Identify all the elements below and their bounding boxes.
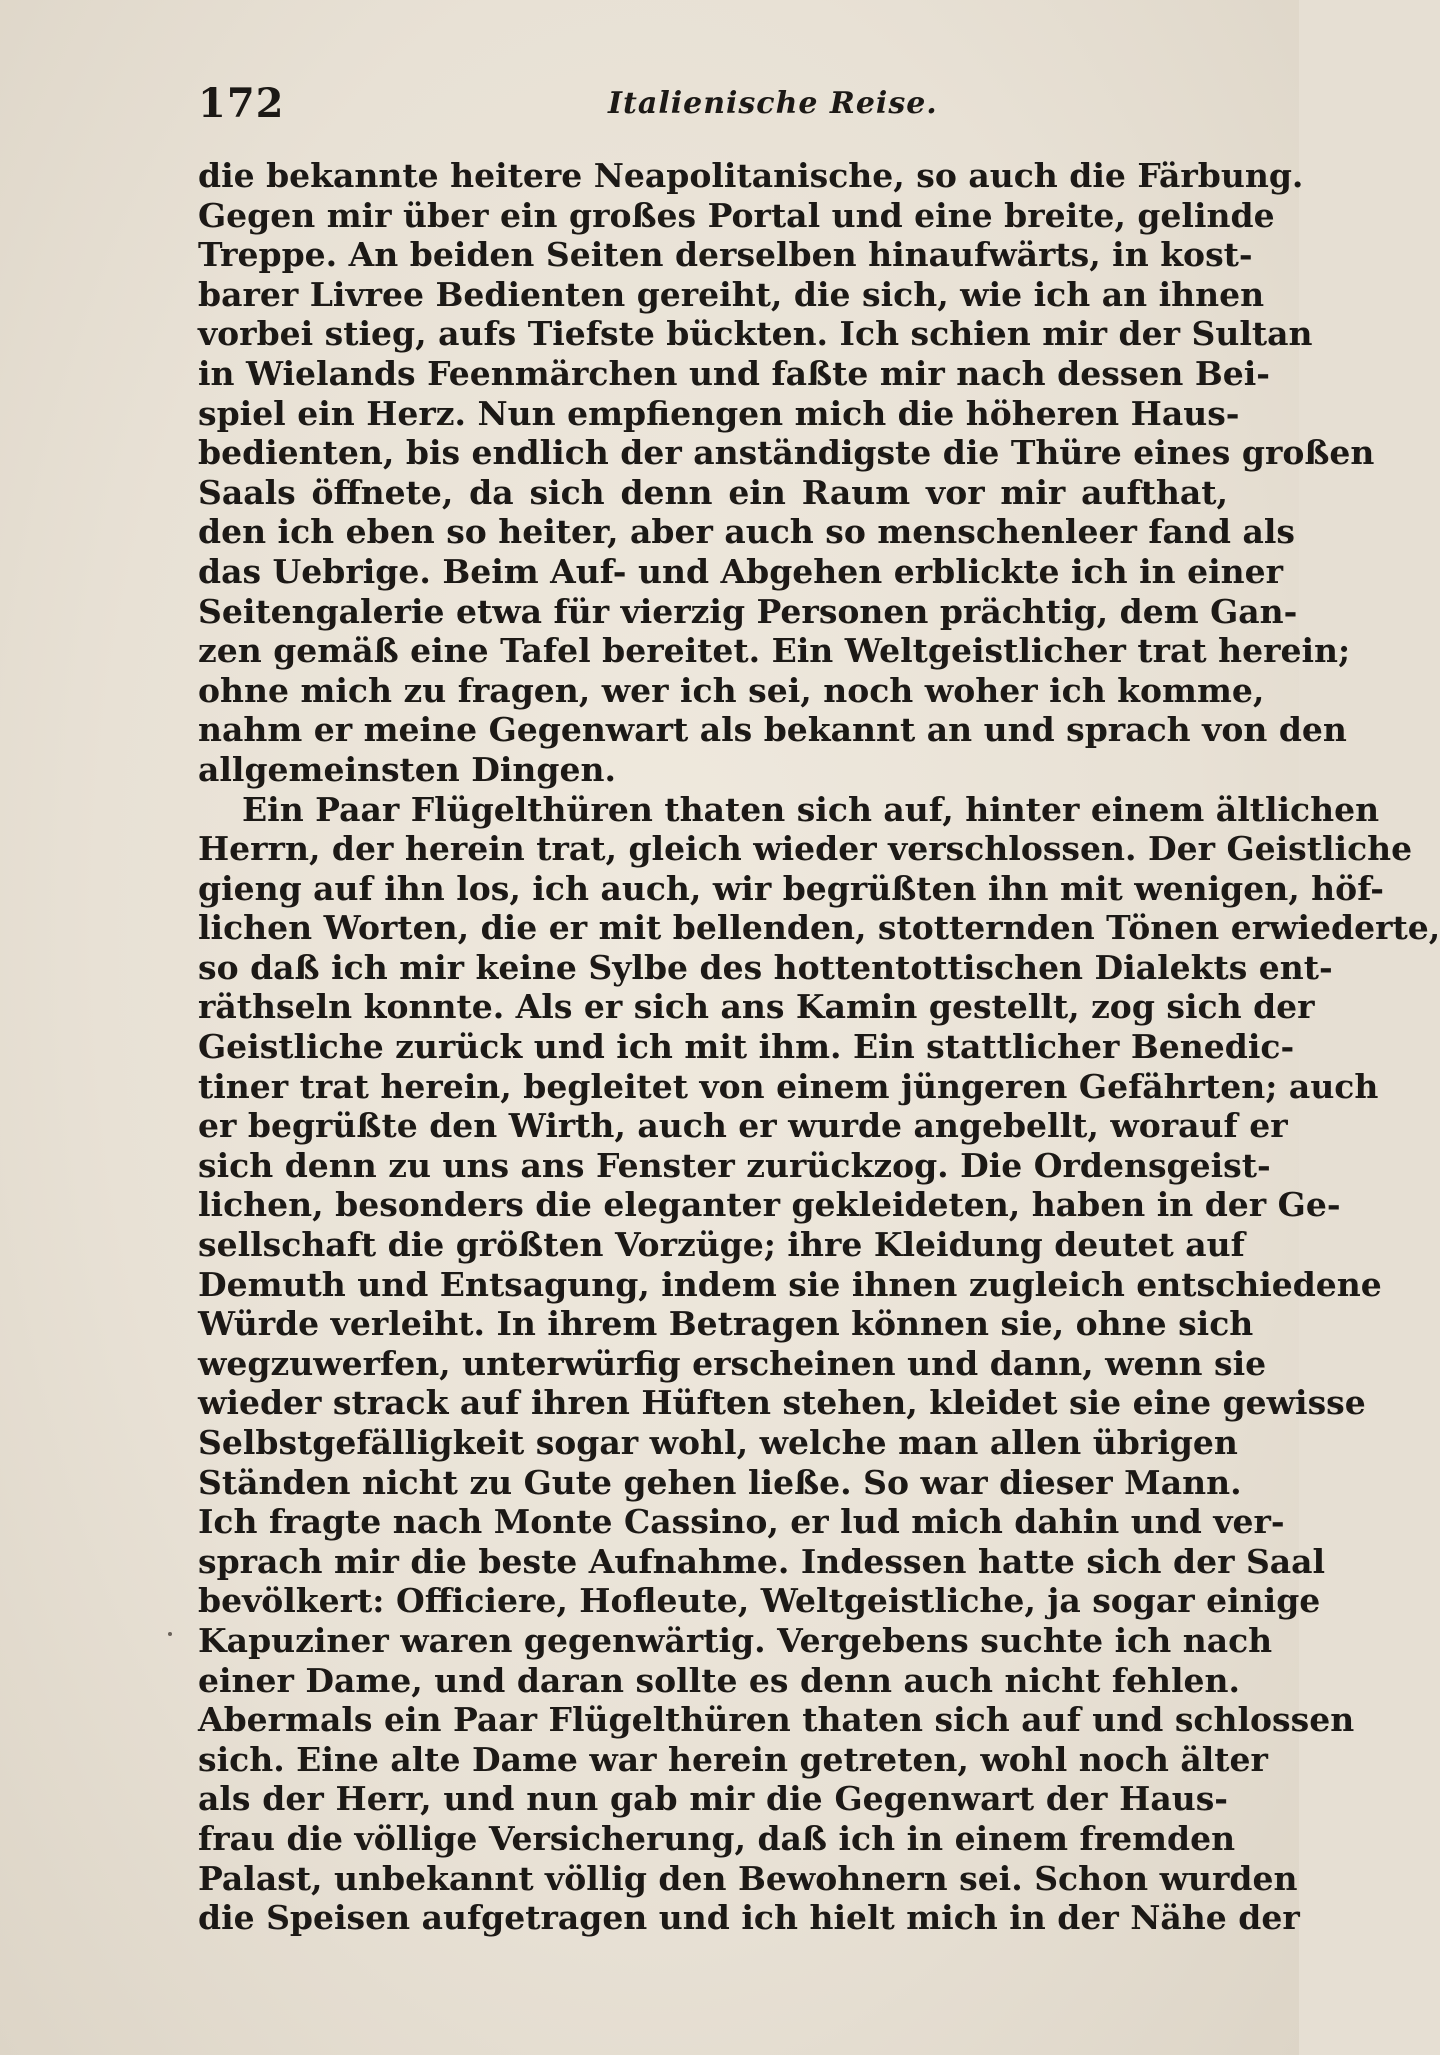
text-line: Selbstgefälligkeit sogar wohl, welche man allen übrigen [198, 1423, 1238, 1462]
text-line: Treppe. An beiden Seiten derselben hinaufwärts, in kost- [198, 235, 1253, 275]
text-line: ohne mich zu fragen, wer ich sei, noch woher ich komme, [198, 670, 1265, 710]
text-line: sich. Eine alte Dame war herein getreten, wohl noch älter [198, 1739, 1268, 1779]
text-line: die bekannte heitere Neapolitanische, so auch die Färbung. [198, 156, 1304, 195]
text-line: Demuth und Entsagung, indem sie ihnen zugleich entschiedene [198, 1264, 1382, 1304]
text-line: einer Dame, und daran sollte es denn auch nicht fehlen. [198, 1660, 1241, 1700]
text-line: barer Livree Bedienten gereiht, die sich, wie ich an ihnen [198, 274, 1265, 314]
text-line: spiel ein Herz. Nun empfiengen mich die höheren Haus- [198, 393, 1240, 433]
text-line: gieng auf ihn los, ich auch, wir begrüßten ihn mit wenigen, höf- [198, 868, 1384, 908]
text-line: Abermals ein Paar Flügelthüren thaten sich auf und schlossen [198, 1700, 1355, 1740]
text-line: frau die völlige Versicherung, daß ich in einem fremden [198, 1818, 1236, 1858]
text-line: Saals öffnete, da sich denn ein Raum vor mir aufthat, [198, 472, 1228, 512]
text-line: sprach mir die beste Aufnahme. Indessen hatte sich der Saal [198, 1541, 1326, 1581]
text-line: Würde verleiht. In ihrem Betragen können sie, ohne sich [198, 1304, 1254, 1344]
text-line: nahm er meine Gegenwart als bekannt an und sprach von den [198, 710, 1347, 750]
text-line: Seitengalerie etwa für vierzig Personen prächtig, dem Gan- [198, 591, 1298, 631]
text-line: Geistliche zurück und ich mit ihm. Ein stattlicher Benedic- [198, 1027, 1295, 1067]
text-line: den ich eben so heiter, aber auch so menschenleer fand als [198, 512, 1295, 552]
text-line: bedienten, bis endlich der anständigste die Thüre eines großen [198, 433, 1375, 473]
text-line: als der Herr, und nun gab mir die Gegenwart der Haus- [198, 1779, 1228, 1819]
page-header [198, 80, 1228, 130]
paragraph-end-line: allgemeinsten Dingen. [198, 749, 616, 789]
text-line: die Speisen aufgetragen und ich hielt mich in der Nähe der [198, 1898, 1300, 1938]
text-line: das Uebrige. Beim Auf- und Abgehen erblickte ich in einer [198, 551, 1283, 591]
text-line: Kapuziner waren gegenwärtig. Vergebens suchte ich nach [198, 1620, 1273, 1660]
body-text [198, 156, 1440, 1938]
running-title: Italienische Reise. [608, 86, 938, 121]
text-line: so daß ich mir keine Sylbe des hottentottischen Dialekts ent- [198, 947, 1333, 987]
text-line: er begrüßte den Wirth, auch er wurde angebellt, worauf er [198, 1106, 1288, 1146]
paragraph-start-line: Ein Paar Flügelthüren thaten sich auf, hinter einem ältlichen [242, 789, 1380, 829]
text-line: sich denn zu uns ans Fenster zurückzog. Die Ordensgeist- [198, 1145, 1271, 1185]
text-line: Ich fragte nach Monte Cassino, er lud mich dahin und ver- [198, 1502, 1285, 1542]
page-number: 172 [198, 80, 285, 127]
text-line: wegzuwerfen, unterwürfig erscheinen und dann, wenn sie [198, 1343, 1267, 1383]
text-line: lichen, besonders die eleganter gekleideten, haben in der Ge- [198, 1185, 1341, 1225]
text-line: in Wielands Feenmärchen und faßte mir nach dessen Bei- [198, 353, 1270, 393]
text-line: räthseln konnte. Als er sich ans Kamin gestellt, zog sich der [198, 987, 1315, 1027]
text-line: Gegen mir über ein großes Portal und eine breite, gelinde [198, 195, 1275, 235]
text-line: Ständen nicht zu Gute gehen ließe. So war dieser Mann. [198, 1462, 1242, 1502]
text-line: Herrn, der herein trat, gleich wieder verschlossen. Der Geistliche [198, 829, 1413, 869]
text-line: wieder strack auf ihren Hüften stehen, kleidet sie eine gewisse [198, 1383, 1366, 1423]
text-line: tiner trat herein, begleitet von einem jüngeren Gefährten; auch [198, 1066, 1379, 1106]
text-line: vorbei stieg, aufs Tiefste bückten. Ich schien mir der Sultan [198, 314, 1313, 354]
text-line: lichen Worten, die er mit bellenden, stotternden Tönen erwiederte, [198, 908, 1440, 948]
text-line: bevölkert: Officiere, Hofleute, Weltgeistliche, ja sogar einige [198, 1581, 1321, 1621]
text-line: sellschaft die größten Vorzüge; ihre Kleidung deutet auf [198, 1225, 1245, 1265]
paper-speck [168, 1632, 172, 1636]
text-line: zen gemäß eine Tafel bereitet. Ein Weltgeistlicher trat herein; [198, 631, 1351, 671]
text-line: Palast, unbekannt völlig den Bewohnern sei. Schon wurden [198, 1858, 1298, 1898]
